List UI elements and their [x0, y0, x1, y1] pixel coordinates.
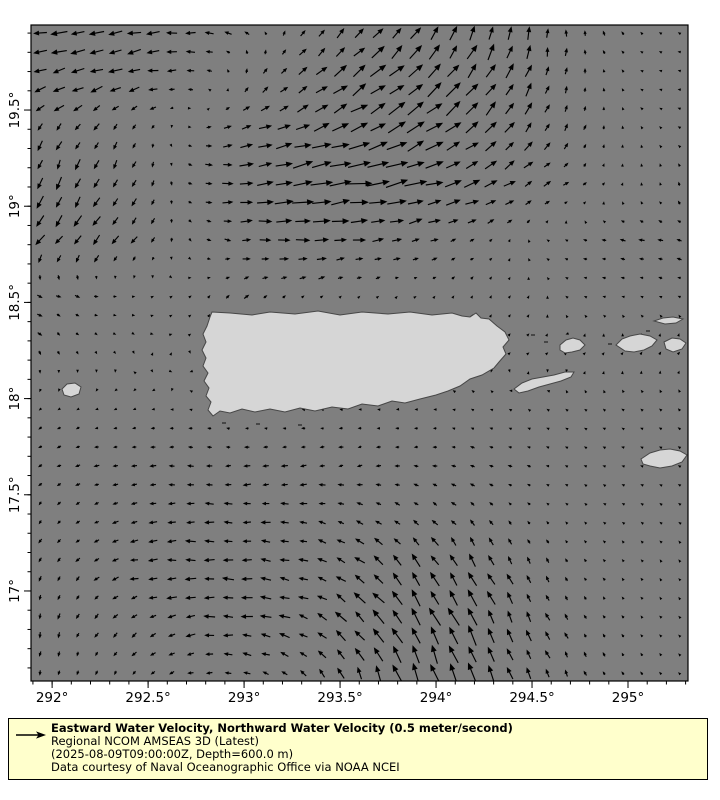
islet — [256, 423, 260, 425]
x-tick-label: 293.5° — [317, 690, 363, 706]
x-tick-label: 295° — [611, 690, 645, 706]
islet — [531, 334, 535, 336]
x-tick-label: 294° — [419, 690, 453, 706]
y-tick-label: 18.5° — [7, 283, 23, 321]
legend-timestamp-depth: (2025-08-09T09:00:00Z, Depth=600.0 m) — [51, 747, 294, 761]
x-tick-label: 293° — [227, 690, 261, 706]
reference-arrow-icon — [15, 722, 51, 744]
legend-box — [8, 718, 708, 780]
x-tick-label: 292° — [35, 690, 69, 706]
y-tick-label: 19.5° — [7, 91, 23, 129]
x-tick-label: 292.5° — [125, 690, 171, 706]
y-tick-label: 17° — [7, 578, 23, 603]
y-tick-label: 17.5° — [7, 476, 23, 514]
legend-dataset: Regional NCOM AMSEAS 3D (Latest) — [51, 734, 260, 748]
islet — [544, 341, 548, 343]
y-tick-label: 19° — [7, 194, 23, 219]
x-tick-label: 294.5° — [509, 690, 555, 706]
islet — [646, 330, 650, 332]
legend-title: Eastward Water Velocity, Northward Water Velocity (0.5 meter/second) — [51, 721, 513, 735]
islet — [222, 422, 226, 424]
islet — [608, 343, 612, 345]
y-tick-label: 18° — [7, 386, 23, 411]
legend-courtesy: Data courtesy of Naval Oceanographic Office via NOAA NCEI — [51, 760, 400, 774]
islet — [298, 424, 302, 426]
